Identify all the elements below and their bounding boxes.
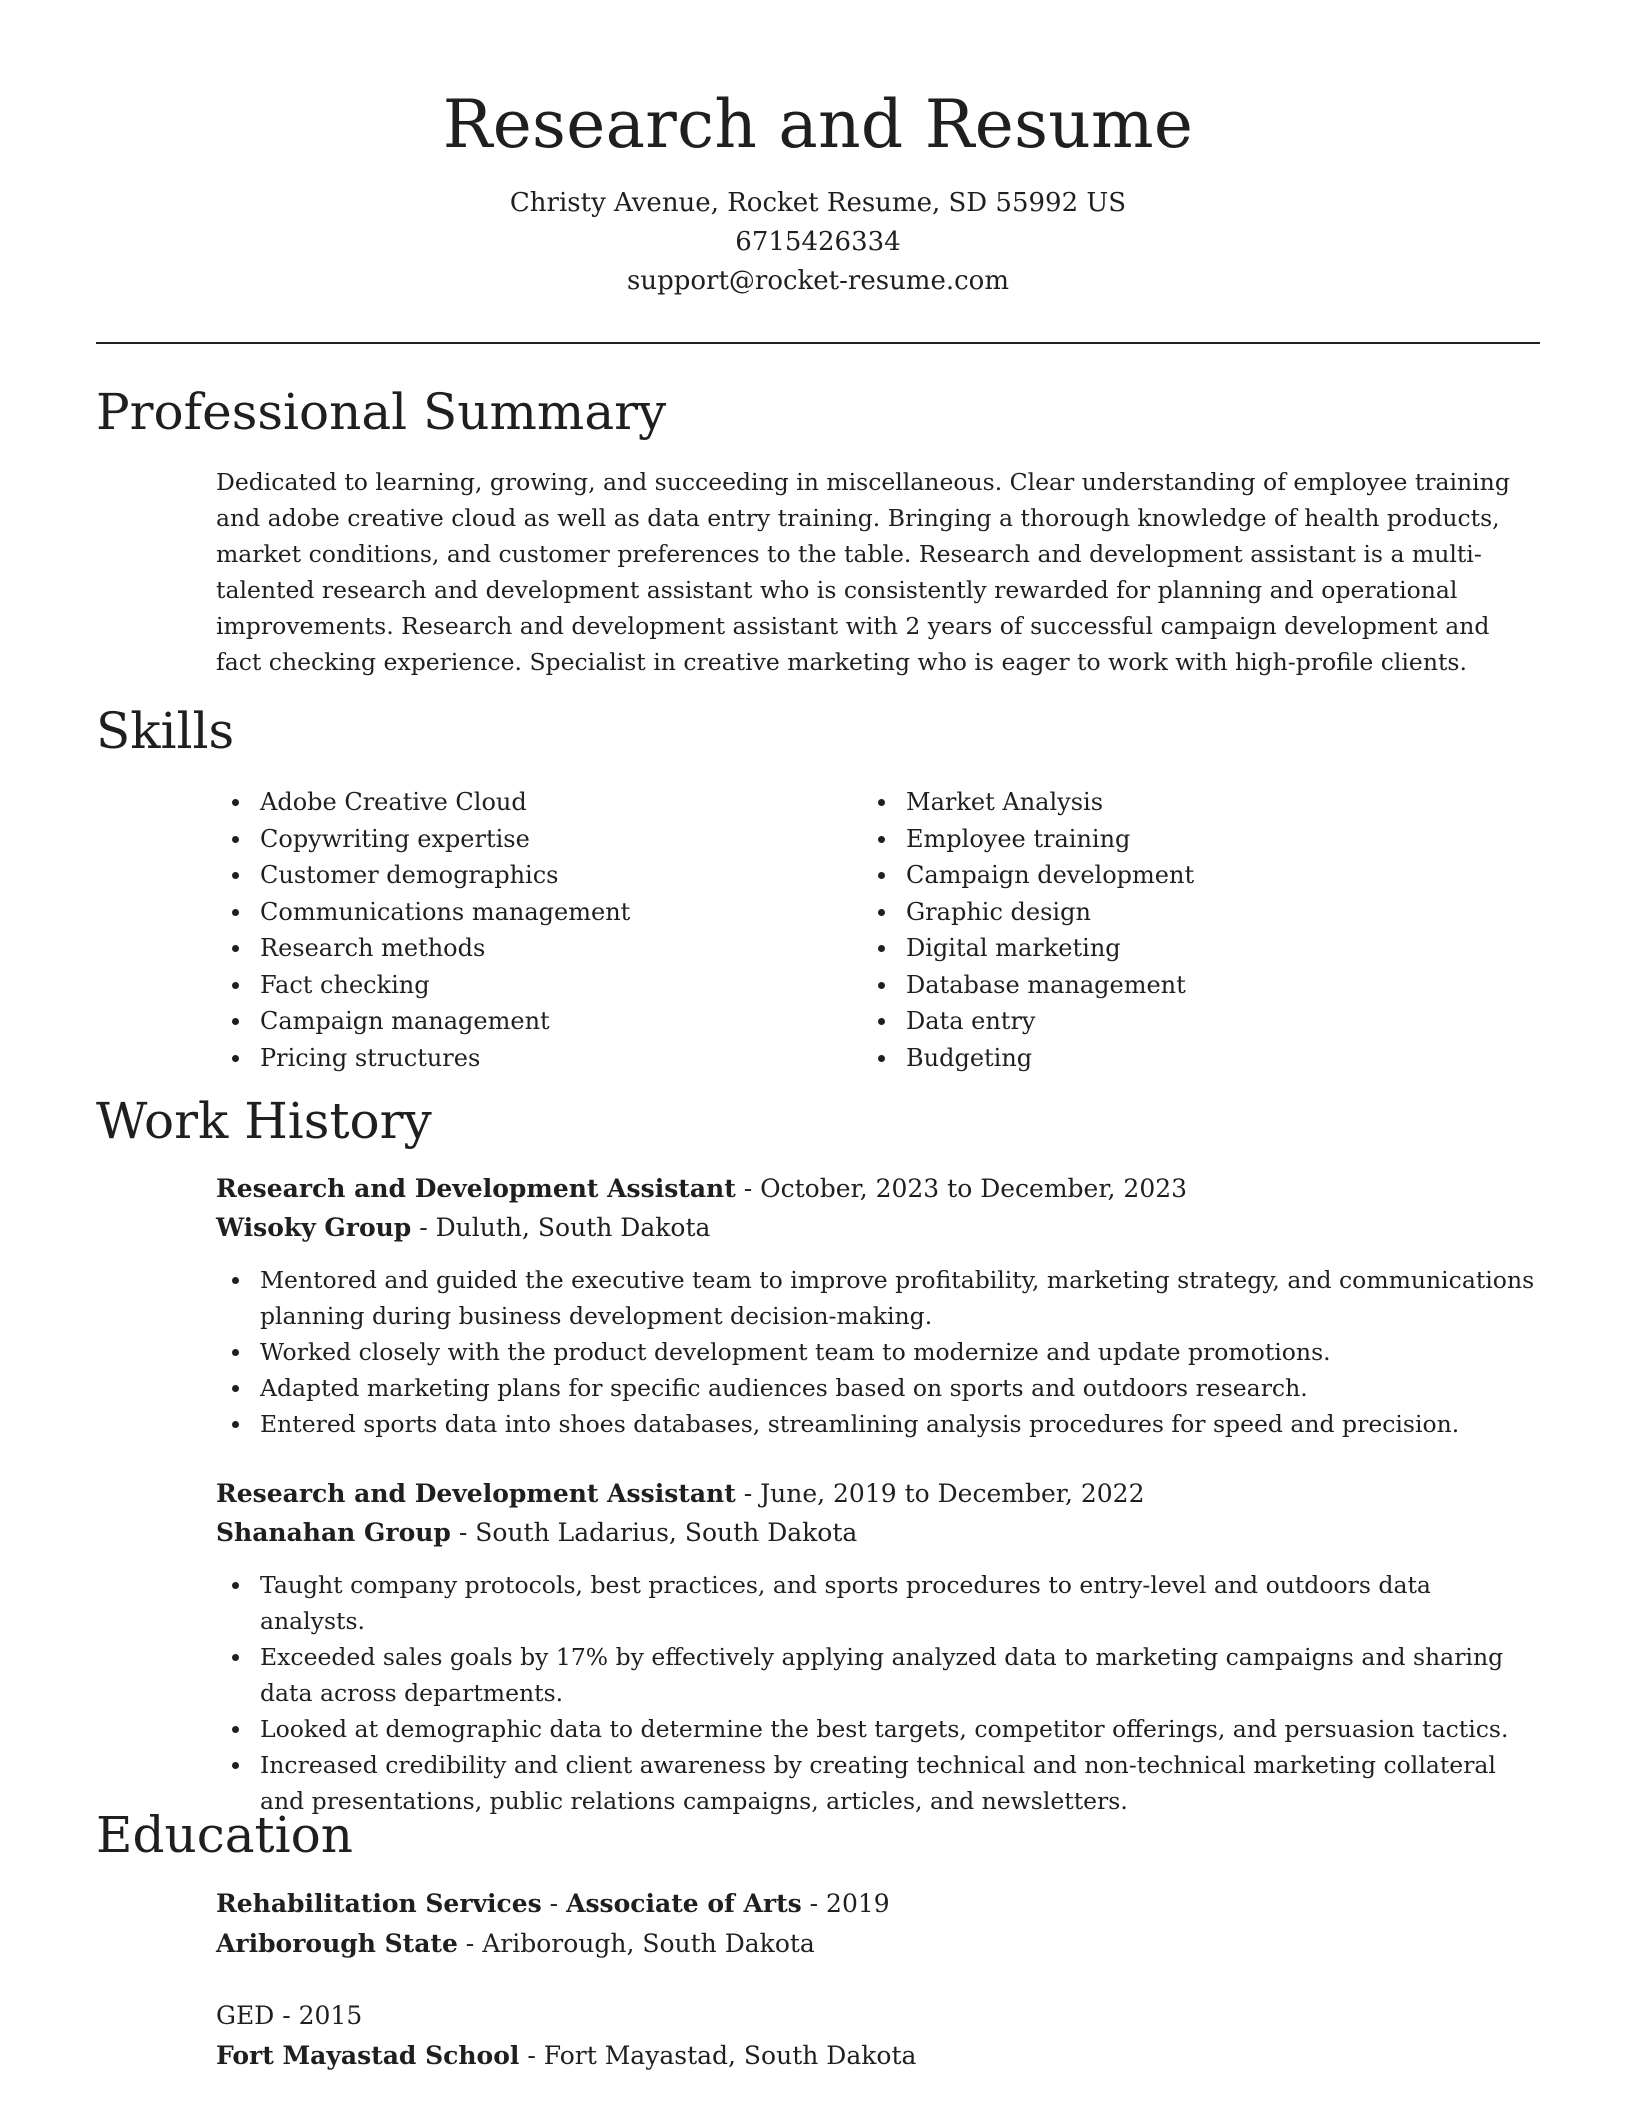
education-year: 2019 [826,1889,890,1918]
job-bullets [216,1567,1542,1819]
job-role: Research and Development Assistant [216,1174,736,1203]
job-title-line: Research and Development Assistant - October, 2023 to December, 2023 [216,1174,1188,1203]
education-location: Ariborough, South Dakota [482,1929,815,1958]
job-bullet: Mentored and guided the executive team to improve profitability, marketing strategy, and communications planning during business development decision-making. [216,1262,1542,1334]
education-field: Rehabilitation Services [216,1889,542,1918]
skill-item: Budgeting [862,1040,1194,1077]
job-bullet: Taught company protocols, best practices, and sports procedures to entry-level and outdoors data analysts. [216,1567,1542,1639]
education-year: 2015 [298,2001,363,2030]
job-dates: October, 2023 to December, 2023 [760,1174,1188,1203]
skill-item: Graphic design [862,894,1194,931]
skill-item: Customer demographics [216,857,630,894]
job-bullet: Increased credibility and client awareness by creating technical and non-technical marketing collateral and presentations, public relations campaigns, articles, and newsletters. [216,1747,1542,1819]
education-heading: Education [96,1806,353,1864]
skills-heading: Skills [96,702,235,760]
contact-block [96,184,1540,301]
job-title-line: Research and Development Assistant - June, 2019 to December, 2022 [216,1479,1145,1508]
skill-item: Copywriting expertise [216,821,630,858]
header-divider [96,342,1540,344]
education-degree: Associate of Arts [566,1889,802,1918]
skills-list-left [216,784,630,1076]
work-history-heading: Work History [96,1092,432,1150]
education-degree: GED [216,2001,275,2030]
education-degree-line: GED - 2015 [216,2001,363,2030]
job-company-line: Wisoky Group - Duluth, South Dakota [216,1213,711,1242]
skill-item: Adobe Creative Cloud [216,784,630,821]
skill-item: Research methods [216,930,630,967]
phone: 6715426334 [735,227,901,257]
job-bullet: Adapted marketing plans for specific audiences based on sports and outdoors research. [216,1370,1542,1406]
skill-item: Digital marketing [862,930,1194,967]
education-school: Fort Mayastad School [216,2041,520,2070]
job-bullet: Worked closely with the product development team to modernize and update promotions. [216,1334,1542,1370]
skill-item: Data entry [862,1003,1194,1040]
skill-item: Database management [862,967,1194,1004]
skill-item: Campaign management [216,1003,630,1040]
skill-item: Pricing structures [216,1040,630,1077]
job-company: Wisoky Group [216,1213,412,1242]
job-dates: June, 2019 to December, 2022 [760,1479,1145,1508]
job-bullets [216,1262,1542,1442]
job-company: Shanahan Group [216,1518,451,1547]
address: Christy Avenue, Rocket Resume, SD 55992 US [509,188,1127,218]
skill-item: Campaign development [862,857,1194,894]
email: support@rocket-resume.com [626,266,1009,296]
summary-text: Dedicated to learning, growing, and succeeding in miscellaneous. Clear understanding of employee training and adobe creative cloud as well as data entry training. Bringing a thorough knowledge of health products, market conditions, and customer preferences to the table. Research and development assistant is a multi-talented research and development assistant who is consistently rewarded for planning and operational improvements. Research and development assistant with 2 years of successful campaign development and fact checking experience. Specialist in creative marketing who is eager to work with high-profile clients. [216,468,1510,676]
education-location: Fort Mayastad, South Dakota [543,2041,917,2070]
job-role: Research and Development Assistant [216,1479,736,1508]
education-school-line: Ariborough State - Ariborough, South Dakota [216,1929,815,1958]
education-school-line: Fort Mayastad School - Fort Mayastad, South Dakota [216,2041,917,2070]
skill-item: Employee training [862,821,1194,858]
summary-heading: Professional Summary [96,383,667,441]
skill-item: Market Analysis [862,784,1194,821]
education-school: Ariborough State [216,1929,458,1958]
resume-header [96,80,1540,301]
education-degree-line: Rehabilitation Services - Associate of Arts - 2019 [216,1889,890,1918]
job-bullet: Exceeded sales goals by 17% by effectively applying analyzed data to marketing campaigns and sharing data across departments. [216,1639,1542,1711]
resume-name: Research and Resume [442,86,1194,163]
job-company-line: Shanahan Group - South Ladarius, South Dakota [216,1518,858,1547]
job-bullet: Entered sports data into shoes databases, streamlining analysis procedures for speed and precision. [216,1406,1542,1442]
skill-item: Fact checking [216,967,630,1004]
skill-item: Communications management [216,894,630,931]
skills-list-right [862,784,1194,1076]
job-bullet: Looked at demographic data to determine the best targets, competitor offerings, and persuasion tactics. [216,1711,1542,1747]
job-location: Duluth, South Dakota [435,1213,711,1242]
job-location: South Ladarius, South Dakota [475,1518,858,1547]
